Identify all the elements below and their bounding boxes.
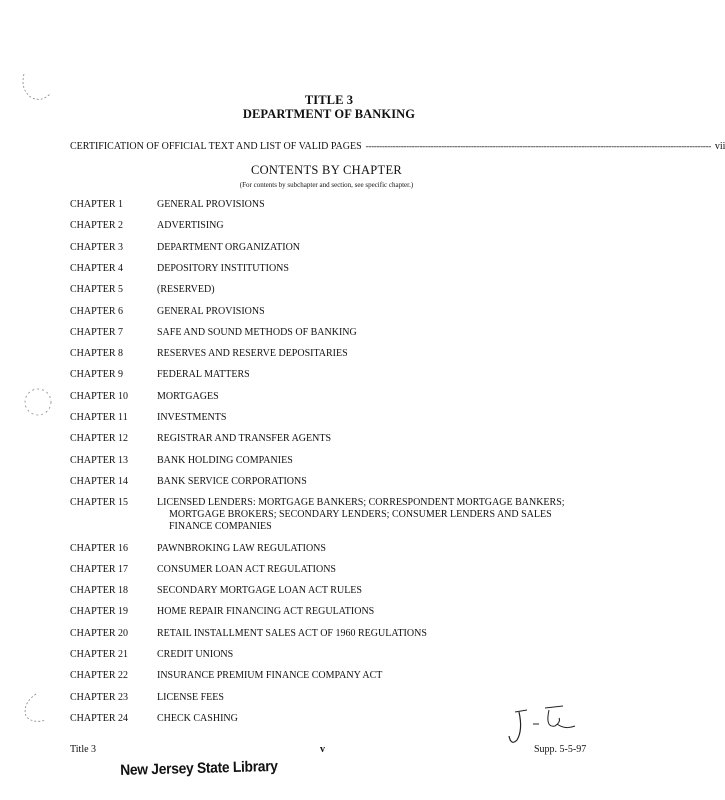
chapter-title-line: GENERAL PROVISIONS	[157, 199, 265, 210]
chapter-number: CHAPTER 23	[70, 691, 129, 703]
dot-leader: --------------------------------------------------------------------------------------------------------------------------------	[365, 141, 711, 151]
chapter-row	[70, 242, 600, 254]
chapter-title-continuation: FINANCE COMPANIES	[169, 521, 272, 533]
chapter-number: CHAPTER 2	[70, 220, 124, 232]
chapter-title	[157, 391, 600, 403]
chapter-number: CHAPTER 7	[70, 326, 124, 338]
chapter-row	[70, 476, 600, 488]
chapter-number: CHAPTER 11	[70, 412, 128, 423]
chapter-title-line: PAWNBROKING LAW REGULATIONS	[157, 542, 326, 554]
chapter-title-line: BANK HOLDING COMPANIES	[157, 454, 293, 466]
library-stamp: New Jersey State Library	[120, 757, 278, 779]
chapter-title-line: GENERAL PROVISIONS	[157, 305, 265, 317]
chapter-title-line: MORTGAGES	[157, 390, 219, 402]
chapter-number: CHAPTER 12	[70, 433, 129, 445]
title-number: TITLE 3	[304, 93, 354, 107]
chapter-title	[157, 497, 600, 533]
chapter-number: CHAPTER 8	[70, 348, 124, 360]
chapter-title-line: ADVERTISING	[157, 220, 224, 232]
chapter-row	[70, 649, 600, 661]
chapter-number: CHAPTER 18	[70, 585, 129, 597]
chapter-title-continuation: MORTGAGE BROKERS; SECONDARY LENDERS; CONSUMER LENDERS AND SALES	[169, 509, 552, 521]
certification-text: CERTIFICATION OF OFFICIAL TEXT AND LIST OF VALID PAGES	[70, 141, 362, 152]
chapter-row	[70, 585, 600, 597]
chapter-title-line: DEPOSITORY INSTITUTIONS	[157, 262, 289, 274]
chapter-row	[70, 543, 600, 555]
chapter-row	[70, 391, 600, 403]
chapter-number: CHAPTER 19	[70, 606, 129, 618]
chapter-title	[157, 606, 600, 618]
footer-page-number: v	[320, 744, 325, 755]
chapter-title	[157, 585, 600, 597]
chapter-title-line: RETAIL INSTALLMENT SALES ACT OF 1960 REGULATIONS	[157, 627, 427, 639]
chapter-title-line: DEPARTMENT ORGANIZATION	[157, 241, 301, 253]
chapter-title-line: INSURANCE PREMIUM FINANCE COMPANY ACT	[157, 670, 383, 682]
handwritten-signature	[505, 700, 595, 750]
chapter-title	[157, 220, 600, 232]
chapter-row	[70, 564, 600, 576]
chapter-number: CHAPTER 14	[70, 475, 129, 487]
chapter-number: CHAPTER 17	[70, 563, 129, 575]
chapter-row	[70, 327, 600, 339]
chapter-number: CHAPTER 6	[70, 305, 124, 317]
footer-supplement-date: Supp. 5-5-97	[534, 744, 587, 755]
chapter-row	[70, 670, 600, 682]
chapter-title-line: CONSUMER LOAN ACT REGULATIONS	[157, 563, 336, 575]
chapter-title	[157, 369, 600, 381]
punch-hole-mark-bottom	[16, 690, 56, 730]
chapter-title-line: SECONDARY MORTGAGE LOAN ACT RULES	[157, 585, 362, 597]
chapter-title-line: LICENSE FEES	[157, 691, 224, 703]
chapter-row	[70, 348, 600, 360]
chapter-number: CHAPTER 3	[70, 241, 124, 253]
chapter-row	[70, 412, 600, 424]
certification-page-number: vii	[714, 141, 725, 152]
chapter-title	[157, 455, 600, 467]
chapter-title-line: REGISTRAR AND TRANSFER AGENTS	[157, 433, 332, 445]
chapter-title	[157, 327, 600, 339]
chapter-title-line: HOME REPAIR FINANCING ACT REGULATIONS	[157, 606, 375, 618]
chapter-title	[157, 649, 600, 661]
chapter-row	[70, 263, 600, 275]
chapter-number: CHAPTER 22	[70, 670, 129, 682]
chapter-row	[70, 284, 600, 296]
chapter-number: CHAPTER 20	[70, 627, 129, 639]
chapter-number: CHAPTER 1	[70, 199, 124, 210]
chapter-title-line: BANK SERVICE CORPORATIONS	[157, 475, 307, 487]
chapter-title	[157, 412, 600, 424]
chapter-row	[70, 497, 600, 533]
chapter-title-line: CREDIT UNIONS	[157, 649, 234, 660]
contents-heading: CONTENTS BY CHAPTER	[250, 163, 403, 177]
chapter-number: CHAPTER 24	[70, 712, 129, 724]
chapter-row	[70, 628, 600, 640]
punch-hole-mark-middle	[18, 382, 58, 422]
chapter-title	[157, 263, 600, 275]
chapter-row	[70, 306, 600, 318]
chapter-title	[157, 476, 600, 488]
chapter-title	[157, 670, 600, 682]
chapter-title-line: SAFE AND SOUND METHODS OF BANKING	[157, 326, 357, 338]
chapter-title	[157, 628, 600, 640]
chapter-row	[70, 433, 600, 445]
chapter-title-line: RESERVES AND RESERVE DEPOSITARIES	[157, 348, 348, 360]
contents-note: (For contents by subchapter and section, see specific chapter.)	[239, 181, 414, 189]
chapter-title	[157, 199, 600, 211]
chapter-title-line: CHECK CASHING	[157, 712, 238, 724]
chapter-number: CHAPTER 15	[70, 497, 129, 509]
chapter-row	[70, 220, 600, 232]
footer-title: Title 3	[70, 744, 97, 755]
chapter-number: CHAPTER 16	[70, 542, 129, 554]
chapter-list	[70, 0, 600, 800]
chapter-title	[157, 348, 600, 360]
chapter-number: CHAPTER 21	[70, 649, 129, 660]
chapter-number: CHAPTER 9	[70, 369, 124, 381]
chapter-title	[157, 284, 600, 296]
chapter-row	[70, 606, 600, 618]
chapter-title	[157, 306, 600, 318]
chapter-title-line: FEDERAL MATTERS	[157, 369, 250, 381]
chapter-title-line: INVESTMENTS	[157, 412, 227, 423]
chapter-row	[70, 455, 600, 467]
chapter-title-line: LICENSED LENDERS: MORTGAGE BANKERS; CORRESPONDENT MORTGAGE BANKERS;	[157, 497, 565, 509]
chapter-title	[157, 242, 600, 254]
chapter-title	[157, 564, 600, 576]
chapter-title	[157, 433, 600, 445]
punch-hole-mark-top	[18, 68, 58, 108]
chapter-row	[70, 369, 600, 381]
chapter-title-line: (RESERVED)	[157, 284, 215, 296]
chapter-row	[70, 199, 600, 211]
chapter-number: CHAPTER 5	[70, 284, 124, 296]
chapter-number: CHAPTER 13	[70, 454, 129, 466]
chapter-title	[157, 543, 600, 555]
title-department: DEPARTMENT OF BANKING	[242, 107, 416, 121]
chapter-number: CHAPTER 4	[70, 262, 124, 274]
chapter-number: CHAPTER 10	[70, 390, 129, 402]
